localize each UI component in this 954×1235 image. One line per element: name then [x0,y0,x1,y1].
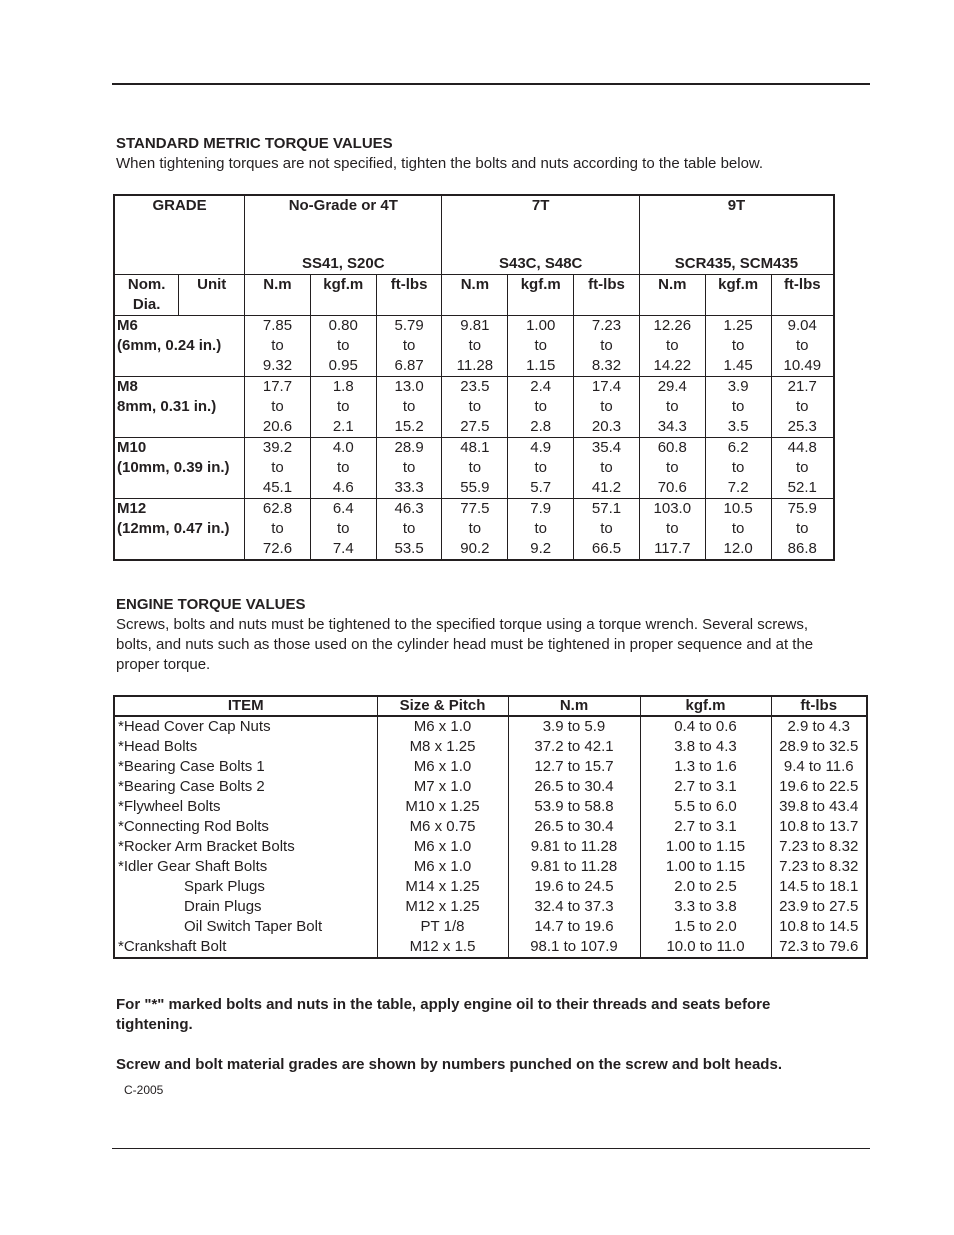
unit-col-header: kgf.m [508,275,574,316]
torque-range-cell [705,316,771,377]
range-max: 52.1 [787,479,817,496]
section2-intro: Screws, bolts and nuts must be tightened to the specified torque using a torque wrench. Several screws, bolts, and nuts such as those used on the cylinder head must be tightened in proper sequence and at the proper torque. [116,616,814,673]
note-grades: Screw and bolt material grades are shown by numbers punched on the screw and bolt heads. [116,1056,782,1073]
engine-torque-table [113,695,868,959]
bottom-rule [112,1148,870,1149]
torque-range-cell [442,438,508,499]
torque-nm: 14.7 to 19.6 [508,917,640,937]
table-row [114,857,867,877]
torque-kgfm: 5.5 to 6.0 [640,797,771,817]
bolt-size: M6 [117,317,138,334]
torque-nm: 98.1 to 107.9 [508,937,640,958]
range-to: to [468,459,482,476]
range-min: 3.9 [727,378,749,395]
range-min: 29.4 [657,378,687,395]
range-min: 60.8 [657,439,687,456]
range-max: 1.15 [526,357,556,374]
range-min: 2.4 [530,378,552,395]
range-to: to [731,337,745,354]
range-max: 9.32 [262,357,293,374]
range-min: 7.85 [262,317,293,334]
grade-header [245,195,442,275]
range-min: 1.8 [332,378,354,395]
item-name: *Flywheel Bolts [114,797,377,817]
range-max: 15.2 [394,418,424,435]
range-to: to [534,459,547,476]
section1-intro: When tightening torques are not specified, tighten the bolts and nuts according to the table below. [116,155,764,172]
torque-kgfm: 10.0 to 11.0 [640,937,771,958]
range-min: 46.3 [394,500,424,517]
range-to: to [796,520,809,537]
table-row [114,757,867,777]
range-to: to [796,337,809,354]
range-min: 21.7 [787,378,817,395]
range-to: to [731,398,745,415]
grade-material: SCR435, SCM435 [674,255,799,272]
item-name: *Head Cover Cap Nuts [114,716,377,737]
engine-table-header-row [114,696,867,716]
torque-range-cell [639,316,705,377]
torque-range-cell [442,377,508,438]
range-to: to [666,398,679,415]
table-row [114,777,867,797]
torque-range-cell [639,499,705,561]
range-max: 8.32 [591,357,622,374]
torque-ftlbs: 23.9 to 27.5 [771,897,867,917]
torque-range-cell [310,438,376,499]
torque-range-cell [508,438,574,499]
torque-range-cell [442,499,508,561]
grade-header [442,195,639,275]
range-to: to [666,459,679,476]
range-min: 48.1 [460,439,490,456]
range-min: 0.80 [328,317,358,334]
range-to: to [337,337,350,354]
unit-col-header: ft-lbs [574,275,640,316]
torque-range-cell [705,438,771,499]
range-max: 3.5 [727,418,749,435]
range-min: 17.4 [591,378,622,395]
range-min: 44.8 [787,439,817,456]
torque-range-cell [245,499,311,561]
torque-range-cell [310,316,376,377]
bolt-size-desc: 8mm, 0.31 in.) [117,398,217,415]
top-rule [112,83,870,85]
torque-nm: 3.9 to 5.9 [508,716,640,737]
range-max: 41.2 [591,479,622,496]
range-to: to [796,398,809,415]
torque-ftlbs: 10.8 to 14.5 [771,917,867,937]
range-max: 6.87 [394,357,424,374]
torque-range-cell [639,377,705,438]
range-min: 17.7 [262,378,293,395]
range-min: 1.00 [526,317,556,334]
range-max: 53.5 [394,540,424,557]
range-min: 57.1 [591,500,622,517]
size-pitch: M6 x 1.0 [377,837,508,857]
unit-col-header: N.m [639,275,705,316]
torque-range-cell [508,377,574,438]
item-name: *Bearing Case Bolts 1 [114,757,377,777]
torque-kgfm: 0.4 to 0.6 [640,716,771,737]
item-name: *Crankshaft Bolt [114,937,377,958]
size-pitch: M10 x 1.25 [377,797,508,817]
torque-range-cell [310,377,376,438]
range-to: to [337,520,350,537]
unit-col-header: N.m [442,275,508,316]
range-to: to [402,459,416,476]
range-max: 70.6 [657,479,687,496]
range-to: to [468,520,482,537]
bolt-size-desc: (10mm, 0.39 in.) [117,459,230,476]
range-min: 12.26 [653,317,692,334]
torque-ftlbs: 7.23 to 8.32 [771,837,867,857]
bolt-size-desc: (12mm, 0.47 in.) [117,520,230,537]
table-row [114,737,867,757]
torque-kgfm: 1.3 to 1.6 [640,757,771,777]
engine-col-header: ITEM [114,696,377,716]
torque-ftlbs: 10.8 to 13.7 [771,817,867,837]
torque-range-cell [508,499,574,561]
unit-col-header: kgf.m [705,275,771,316]
size-pitch: M12 x 1.25 [377,897,508,917]
torque-ftlbs: 28.9 to 32.5 [771,737,867,757]
unit-header-row [114,275,834,316]
torque-nm: 26.5 to 30.4 [508,777,640,797]
range-max: 20.3 [591,418,622,435]
range-max: 117.7 [654,540,691,557]
section2-heading: ENGINE TORQUE VALUES [116,596,306,613]
range-max: 27.5 [460,418,490,435]
range-max: 11.28 [456,357,494,374]
engine-col-header: ft-lbs [771,696,867,716]
torque-range-cell [574,438,640,499]
torque-kgfm: 1.00 to 1.15 [640,857,771,877]
torque-nm: 9.81 to 11.28 [508,857,640,877]
range-min: 1.25 [723,317,753,334]
range-to: to [600,398,613,415]
unit-col-header: kgf.m [310,275,376,316]
range-min: 7.9 [530,500,552,517]
range-max: 20.6 [262,418,293,435]
table-row [114,837,867,857]
table-row [114,897,867,917]
metric-torque-table [113,194,835,561]
torque-ftlbs: 7.23 to 8.32 [771,857,867,877]
grade-material: S43C, S48C [498,255,583,272]
unit-col-header: ft-lbs [376,275,442,316]
range-max: 9.2 [530,540,552,557]
range-max: 34.3 [657,418,687,435]
range-to: to [534,520,547,537]
torque-range-cell [705,377,771,438]
torque-range-cell [442,316,508,377]
size-pitch: PT 1/8 [377,917,508,937]
size-pitch: M6 x 1.0 [377,716,508,737]
section1-heading: STANDARD METRIC TORQUE VALUES [116,135,393,152]
grade-name: 9T [727,197,746,214]
torque-nm: 9.81 to 11.28 [508,837,640,857]
torque-range-cell [245,377,311,438]
range-max: 90.2 [460,540,490,557]
range-max: 0.95 [328,357,358,374]
range-to: to [271,520,284,537]
range-min: 9.81 [460,317,490,334]
range-min: 6.2 [727,439,749,456]
range-min: 9.04 [787,317,817,334]
range-max: 2.8 [530,418,552,435]
torque-range-cell [376,316,442,377]
torque-range-cell [574,316,640,377]
torque-range-cell [508,316,574,377]
torque-range-cell [574,499,640,561]
range-to: to [666,337,679,354]
range-max: 72.6 [262,540,293,557]
engine-col-header: Size & Pitch [377,696,508,716]
torque-kgfm: 2.7 to 3.1 [640,817,771,837]
range-to: to [796,459,809,476]
torque-range-cell [771,438,834,499]
size-pitch: M14 x 1.25 [377,877,508,897]
range-max: 2.1 [332,418,354,435]
torque-range-cell [376,438,442,499]
grade-name: No-Grade or 4T [288,197,398,214]
range-to: to [337,459,350,476]
torque-range-cell [310,499,376,561]
range-to: to [271,459,284,476]
range-to: to [337,398,350,415]
range-to: to [271,398,284,415]
range-min: 62.8 [262,500,293,517]
bolt-size-desc: (6mm, 0.24 in.) [117,337,222,354]
range-max: 5.7 [530,479,552,496]
nominal-diameter [114,377,245,438]
torque-range-cell [574,377,640,438]
torque-range-cell [245,316,311,377]
range-max: 14.22 [653,357,692,374]
torque-range-cell [771,316,834,377]
torque-range-cell [639,438,705,499]
nom-dia-header: Nom. Dia. [114,275,179,316]
range-min: 23.5 [460,378,490,395]
bolt-size: M12 [117,500,147,517]
range-max: 10.49 [783,357,822,374]
bolt-size: M10 [117,439,147,456]
torque-range-cell [705,499,771,561]
torque-range-cell [245,438,311,499]
note-oil: For "*" marked bolts and nuts in the table, apply engine oil to their threads and seats before tightening. [116,996,771,1033]
torque-kgfm: 2.7 to 3.1 [640,777,771,797]
unit-col-header: ft-lbs [771,275,834,316]
range-min: 77.5 [460,500,490,517]
range-min: 103.0 [653,500,692,517]
range-min: 75.9 [787,500,817,517]
torque-kgfm: 1.00 to 1.15 [640,837,771,857]
range-to: to [468,398,482,415]
range-max: 7.4 [332,540,354,557]
torque-ftlbs: 9.4 to 11.6 [771,757,867,777]
footer-code: C-2005 [124,1083,164,1097]
range-to: to [468,337,482,354]
table-row [114,316,834,377]
size-pitch: M12 x 1.5 [377,937,508,958]
grade-header-row [114,195,834,275]
range-to: to [600,520,613,537]
table-row [114,937,867,958]
item-name: *Head Bolts [114,737,377,757]
unit-header: Unit [179,275,245,316]
item-name: Spark Plugs [114,877,377,897]
table-row [114,797,867,817]
table-row [114,499,834,561]
torque-nm: 37.2 to 42.1 [508,737,640,757]
torque-range-cell [376,499,442,561]
torque-ftlbs: 2.9 to 4.3 [771,716,867,737]
range-min: 4.0 [332,439,354,456]
range-to: to [731,520,745,537]
torque-range-cell [771,499,834,561]
grade-header [639,195,834,275]
range-to: to [666,520,679,537]
range-to: to [600,459,613,476]
table-row [114,377,834,438]
range-min: 5.79 [394,317,424,334]
range-to: to [271,337,284,354]
range-to: to [402,520,416,537]
size-pitch: M8 x 1.25 [377,737,508,757]
torque-ftlbs: 19.6 to 22.5 [771,777,867,797]
unit-col-header: N.m [245,275,311,316]
range-max: 1.45 [723,357,753,374]
range-min: 6.4 [332,500,354,517]
torque-ftlbs: 14.5 to 18.1 [771,877,867,897]
range-max: 25.3 [787,418,817,435]
torque-nm: 19.6 to 24.5 [508,877,640,897]
item-name: *Rocker Arm Bracket Bolts [114,837,377,857]
grade-name: 7T [531,197,550,214]
item-name: *Bearing Case Bolts 2 [114,777,377,797]
torque-nm: 12.7 to 15.7 [508,757,640,777]
size-pitch: M6 x 1.0 [377,757,508,777]
range-max: 4.6 [332,479,354,496]
torque-nm: 26.5 to 30.4 [508,817,640,837]
bolt-size: M8 [117,378,138,395]
engine-col-header: N.m [508,696,640,716]
torque-kgfm: 2.0 to 2.5 [640,877,771,897]
range-min: 4.9 [530,439,552,456]
torque-range-cell [376,377,442,438]
table-row [114,716,867,737]
torque-kgfm: 1.5 to 2.0 [640,917,771,937]
torque-nm: 53.9 to 58.8 [508,797,640,817]
torque-range-cell [771,377,834,438]
nominal-diameter [114,438,245,499]
item-name: *Idler Gear Shaft Bolts [114,857,377,877]
size-pitch: M6 x 0.75 [377,817,508,837]
range-max: 12.0 [723,540,753,557]
range-max: 55.9 [460,479,490,496]
range-min: 35.4 [591,439,622,456]
torque-kgfm: 3.3 to 3.8 [640,897,771,917]
nominal-diameter [114,499,245,561]
torque-ftlbs: 39.8 to 43.4 [771,797,867,817]
table-row [114,438,834,499]
item-name: *Connecting Rod Bolts [114,817,377,837]
size-pitch: M7 x 1.0 [377,777,508,797]
range-max: 86.8 [787,540,817,557]
table-row [114,917,867,937]
torque-ftlbs: 72.3 to 79.6 [771,937,867,958]
grade-material: SS41, S20C [302,255,385,272]
item-name: Drain Plugs [114,897,377,917]
table-row [114,817,867,837]
table-row [114,877,867,897]
torque-nm: 32.4 to 37.3 [508,897,640,917]
range-to: to [534,337,547,354]
range-min: 7.23 [591,317,622,334]
range-to: to [731,459,745,476]
range-to: to [402,398,416,415]
size-pitch: M6 x 1.0 [377,857,508,877]
item-name: Oil Switch Taper Bolt [114,917,377,937]
range-to: to [600,337,613,354]
range-max: 33.3 [394,479,424,496]
range-to: to [402,337,416,354]
engine-col-header: kgf.m [640,696,771,716]
range-to: to [534,398,547,415]
range-max: 66.5 [591,540,622,557]
nominal-diameter [114,316,245,377]
range-min: 39.2 [262,439,293,456]
grade-label: GRADE [114,195,245,275]
range-min: 28.9 [394,439,424,456]
range-min: 10.5 [723,500,753,517]
range-min: 13.0 [394,378,424,395]
torque-kgfm: 3.8 to 4.3 [640,737,771,757]
range-max: 7.2 [727,479,749,496]
range-max: 45.1 [262,479,293,496]
